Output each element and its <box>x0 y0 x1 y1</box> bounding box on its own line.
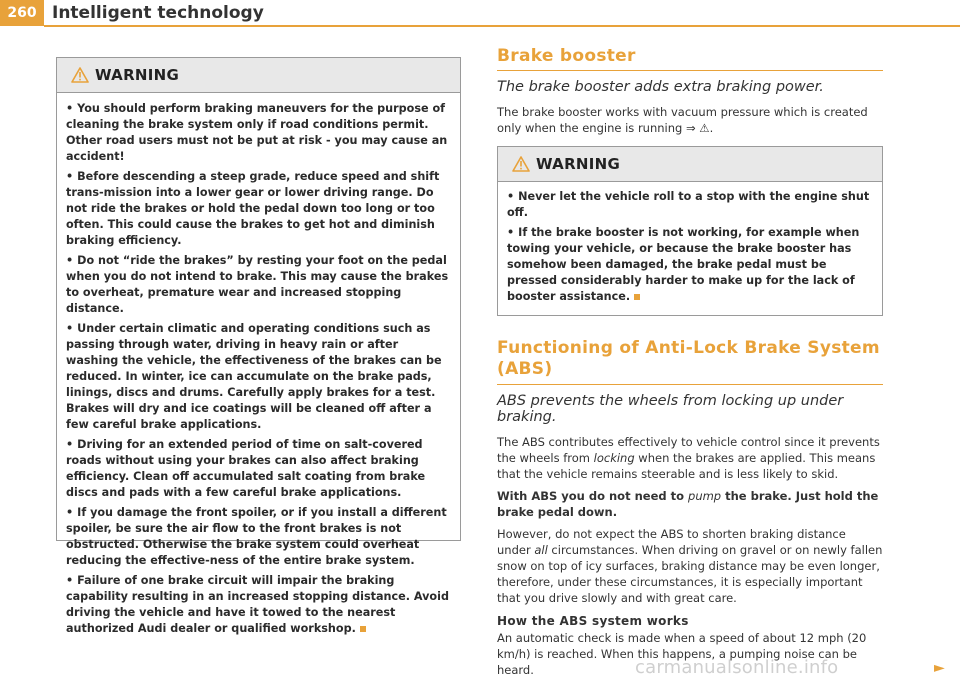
end-square-icon <box>360 626 366 632</box>
warning-item: • Driving for an extended period of time on salt-covered roads without using your brakes can also affect braking efficiency. Clean off accumulated salt coating from brake discs and pads with a few careful brake applications. <box>66 438 426 499</box>
warning-header <box>498 147 882 182</box>
abs-paragraph-1: The ABS contributes effectively to vehicle control since it prevents the wheels from locking when the brakes are applied. This means that the vehicle remains steerable and is less likely to skid. <box>497 435 880 481</box>
warning-item: • Do not “ride the brakes” by resting your foot on the pedal when you do not intend to brake. This may cause the brakes to overheat, premature wear and increased stopping distance. <box>66 254 449 315</box>
section-title: Intelligent technology <box>52 3 264 23</box>
abs-heading: Functioning of Anti-Lock Brake System (ABS) <box>497 338 880 379</box>
warning-body <box>498 182 882 315</box>
abs-paragraph-2: With ABS you do not need to pump the brake. Just hold the brake pedal down. <box>497 489 879 519</box>
warning-item: • Under certain climatic and operating conditions such as passing through water, driving in heavy rain or after washing the vehicle, the effectiveness of the brakes can be reduced. In winter, ice can accumulate on the brake pads, linings, discs and drums. Carefully apply brakes for a test. Brakes will dry and ice coatings will be cleaned off after a few careful brake applications. <box>66 322 442 431</box>
watermark: carmanualsonline.info <box>635 657 839 678</box>
abs-paragraph-3: However, do not expect the ABS to shorten braking distance under all circumstances. When driving on gravel or on newly fallen snow on top of icy surfaces, braking distance may be even longer, therefore, under these circumstances, it is especially important that you drive slowly and with great care. <box>497 527 883 605</box>
brake-booster-text: The brake booster works with vacuum pressure which is created only when the engine is running ⇒ ⚠. <box>497 105 868 135</box>
warning-title: WARNING <box>95 66 180 84</box>
left-warning-box <box>56 57 461 635</box>
warning-title: WARNING <box>536 155 621 173</box>
booster-warning-box <box>497 146 883 316</box>
warning-item: • If you damage the front spoiler, or if you install a different spoiler, be sure the air flow to the front brakes is not obstructed. Otherwise the brake system could overheat reducing the effective-ness of the entire brake system. <box>66 506 447 567</box>
heading-rule <box>497 70 883 71</box>
warning-triangle-icon <box>71 67 89 83</box>
warning-item: • Before descending a steep grade, reduce speed and shift trans-mission into a lower gear or lower driving range. Do not ride the brakes or hold the pedal down too long or too often. This could cause the brakes to get hot and diminish braking efficiency. <box>66 170 440 247</box>
warning-body <box>57 93 460 637</box>
abs-paragraph-4: An automatic check is made when a speed of about 12 mph (20 km/h) is reached. When this happens, a pumping noise can be heard. <box>497 631 867 677</box>
abs-subheading: How the ABS system works <box>497 614 689 628</box>
end-square-icon <box>634 294 640 300</box>
page-number: 260 <box>0 0 44 26</box>
header-rule <box>44 25 960 27</box>
warning-triangle-icon <box>512 156 530 172</box>
warning-item: • Never let the vehicle roll to a stop with the engine shut off. <box>507 190 870 219</box>
abs-intro: ABS prevents the wheels from locking up under braking. <box>497 393 844 425</box>
warning-item: • You should perform braking maneuvers for the purpose of cleaning the brake system only if road conditions permit. Other road users must not be put at risk - you may cause an accident! <box>66 102 448 163</box>
right-column <box>497 46 883 684</box>
page-header <box>0 0 960 34</box>
warning-item: • Failure of one brake circuit will impair the braking capability resulting in an increased stopping distance. Avoid driving the vehicle and have it towed to the nearest authorized Audi dealer or qualified workshop. <box>66 574 449 635</box>
continue-arrow-icon: ► <box>934 660 945 676</box>
heading-rule <box>497 384 883 385</box>
brake-booster-intro: The brake booster adds extra braking power. <box>497 79 824 95</box>
warning-item: • If the brake booster is not working, for example when towing your vehicle, or because the brake booster has somehow been damaged, the brake pedal must be pressed considerably harder to make up for the lack of booster assistance. <box>507 226 860 303</box>
warning-header <box>57 58 460 93</box>
brake-booster-heading: Brake booster <box>497 46 636 66</box>
